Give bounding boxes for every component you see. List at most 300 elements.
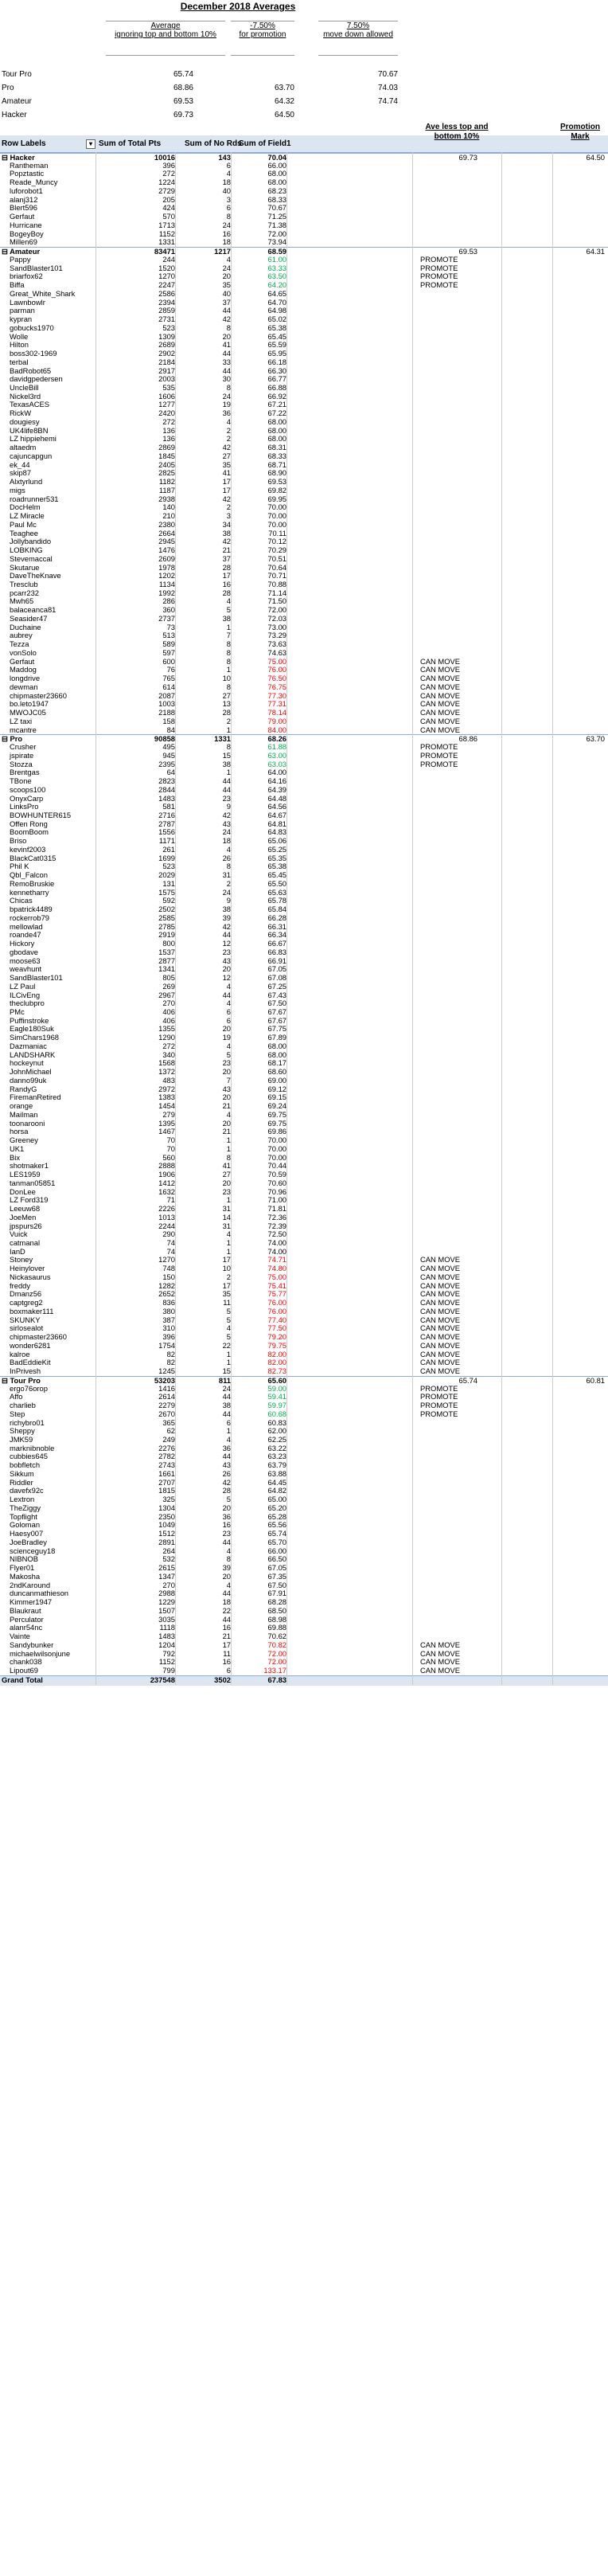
player-field1: 75.00 (267, 656, 286, 666)
player-no-rds: 1 (226, 1426, 231, 1436)
player-row (0, 572, 608, 580)
player-no-rds: 8 (226, 382, 231, 392)
player-field1: 79.00 (267, 716, 286, 725)
player-name: BogeyBoy (10, 229, 44, 238)
player-field1: 65.06 (267, 836, 286, 846)
player-no-rds: 5 (226, 1495, 231, 1504)
player-total-pts: 2988 (158, 1589, 175, 1598)
player-total-pts: 1992 (158, 588, 175, 597)
player-row (0, 606, 608, 615)
group-label: ⊟ Pro (2, 735, 23, 744)
player-no-rds: 38 (222, 613, 231, 623)
player-total-pts: 2586 (158, 288, 175, 298)
player-row (0, 358, 608, 367)
player-name: migs (10, 486, 25, 494)
player-total-pts: 1507 (158, 1605, 175, 1615)
player-status: CAN MOVE (420, 716, 461, 725)
player-total-pts: 1395 (158, 1118, 175, 1128)
player-name: horsa (10, 1128, 29, 1136)
player-name: LZ Miracle (10, 512, 45, 521)
player-field1: 59.41 (267, 1392, 286, 1401)
player-row (0, 940, 608, 948)
player-name: Gerfaut (10, 213, 35, 221)
player-no-rds: 26 (222, 1468, 231, 1478)
player-total-pts: 140 (162, 502, 175, 512)
player-field1: 67.35 (267, 1571, 286, 1581)
player-status: CAN MOVE (420, 1648, 461, 1658)
player-name: roande47 (10, 931, 41, 940)
player-name: chipmaster23660 (10, 1333, 67, 1342)
player-name: orange (10, 1102, 33, 1111)
player-field1: 68.00 (267, 416, 286, 426)
player-no-rds: 38 (222, 528, 231, 537)
player-total-pts: 286 (162, 596, 175, 606)
group-promotion-mark: 64.31 (586, 247, 605, 256)
group-no-rds: 1217 (214, 247, 231, 256)
player-total-pts: 1331 (158, 237, 175, 247)
player-field1: 73.00 (267, 622, 286, 631)
player-no-rds: 6 (226, 1007, 231, 1016)
player-row (0, 726, 608, 735)
player-total-pts: 2877 (158, 956, 175, 965)
player-name: UncleBill (10, 383, 39, 392)
player-status: CAN MOVE (420, 656, 461, 666)
player-name: InPrivesh (10, 1367, 41, 1376)
player-no-rds: 18 (222, 237, 231, 247)
player-row (0, 700, 608, 709)
player-field1: 67.22 (267, 408, 286, 418)
player-row (0, 1162, 608, 1171)
group-ave-less: 69.53 (458, 247, 477, 256)
player-row (0, 264, 608, 273)
player-row (0, 196, 608, 205)
player-row (0, 786, 608, 795)
player-no-rds: 37 (222, 297, 231, 307)
player-name: roadrunner531 (10, 494, 59, 503)
player-field1: 65.95 (267, 349, 286, 358)
player-total-pts: 2029 (158, 870, 175, 880)
player-field1: 72.39 (267, 1221, 286, 1230)
player-no-rds: 4 (226, 1435, 231, 1444)
player-no-rds: 36 (222, 1443, 231, 1452)
group-label: ⊟ Tour Pro (2, 1376, 41, 1385)
player-field1: 68.17 (267, 1058, 286, 1068)
player-no-rds: 23 (222, 947, 231, 956)
player-row (0, 1145, 608, 1154)
player-name: Vuick (10, 1230, 28, 1239)
player-no-rds: 12 (222, 939, 231, 948)
group-total-pts: 10016 (154, 153, 175, 162)
player-no-rds: 10 (222, 1264, 231, 1273)
player-field1: 63.00 (267, 750, 286, 760)
player-row (0, 487, 608, 495)
player-row (0, 1624, 608, 1632)
player-field1: 66.88 (267, 382, 286, 392)
summary-row (0, 68, 398, 81)
player-name: Riddler (10, 1478, 33, 1487)
player-name: BoomBoom (10, 828, 49, 837)
player-no-rds: 1 (226, 665, 231, 674)
player-field1: 65.45 (267, 870, 286, 880)
player-name: boss302-1969 (10, 350, 57, 358)
player-total-pts: 1152 (158, 1657, 175, 1667)
player-no-rds: 28 (222, 1486, 231, 1495)
group-no-rds: 143 (218, 153, 231, 162)
player-field1: 68.98 (267, 1614, 286, 1624)
player-row (0, 1342, 608, 1351)
player-total-pts: 279 (162, 1109, 175, 1119)
player-row (0, 1419, 608, 1428)
player-name: Great_White_Shark (10, 289, 76, 298)
player-name: NIBNOB (10, 1555, 38, 1564)
player-row (0, 1504, 608, 1513)
player-field1: 76.00 (267, 665, 286, 674)
player-row (0, 1667, 608, 1675)
player-no-rds: 1 (226, 1349, 231, 1358)
player-row (0, 1214, 608, 1222)
player-status: PROMOTE (420, 1392, 458, 1401)
player-status: CAN MOVE (420, 1340, 461, 1350)
player-field1: 66.92 (267, 391, 286, 401)
player-total-pts: 270 (162, 999, 175, 1008)
player-row (0, 1102, 608, 1111)
player-field1: 67.05 (267, 1563, 286, 1573)
player-name: cubbies645 (10, 1452, 48, 1461)
player-total-pts: 1556 (158, 827, 175, 837)
group-total-pts: 53203 (154, 1375, 175, 1385)
player-row (0, 1248, 608, 1257)
player-row (0, 564, 608, 573)
row-labels-header: Row Labels (2, 139, 46, 148)
field1-header: Sum of Field1 (239, 139, 291, 148)
group-row[interactable] (0, 1376, 608, 1385)
player-row (0, 1017, 608, 1026)
player-no-rds: 5 (226, 1306, 231, 1315)
player-no-rds: 42 (222, 443, 231, 452)
player-name: jspirate (10, 751, 34, 760)
player-total-pts: 1372 (158, 1067, 175, 1077)
player-field1: 68.00 (267, 425, 286, 435)
player-total-pts: 600 (162, 656, 175, 666)
player-field1: 68.28 (267, 1597, 286, 1607)
player-field1: 66.83 (267, 947, 286, 956)
player-name: freddy (10, 1281, 31, 1290)
player-field1: 63.79 (267, 1460, 286, 1470)
player-no-rds: 18 (222, 1597, 231, 1607)
player-name: Leeuw68 (10, 1205, 41, 1214)
summary-move: 74.74 (377, 97, 398, 106)
player-total-pts: 396 (162, 1332, 175, 1342)
player-name: Nickasaurus (10, 1272, 51, 1281)
player-no-rds: 4 (226, 1041, 231, 1050)
player-row (0, 204, 608, 213)
player-total-pts: 396 (162, 160, 175, 170)
player-row (0, 333, 608, 342)
player-total-pts: 2729 (158, 186, 175, 195)
player-total-pts: 560 (162, 1152, 175, 1162)
player-status: CAN MOVE (420, 1640, 461, 1649)
player-total-pts: 1661 (158, 1468, 175, 1478)
summary-label: Pro (2, 84, 14, 92)
player-field1: 65.59 (267, 340, 286, 350)
player-no-rds: 33 (222, 357, 231, 366)
player-name: Step (10, 1409, 25, 1418)
player-field1: 68.23 (267, 186, 286, 195)
player-field1: 68.00 (267, 434, 286, 444)
player-name: Mwh65 (10, 597, 34, 606)
player-row (0, 1085, 608, 1094)
player-row (0, 1538, 608, 1547)
player-row (0, 521, 608, 530)
player-field1: 69.75 (267, 1118, 286, 1128)
player-name: SimChars1968 (10, 1034, 60, 1042)
player-row (0, 461, 608, 470)
player-status: PROMOTE (420, 750, 458, 760)
player-row (0, 1367, 608, 1376)
player-field1: 62.25 (267, 1435, 286, 1444)
player-no-rds: 24 (222, 391, 231, 401)
player-field1: 68.50 (267, 1605, 286, 1615)
summary-average: 68.86 (173, 84, 193, 92)
player-total-pts: 1202 (158, 571, 175, 580)
player-total-pts: 1632 (158, 1186, 175, 1196)
player-field1: 70.11 (268, 528, 286, 537)
ave-less-header: Ave less top and bottom 10% (425, 123, 489, 141)
player-field1: 67.43 (267, 990, 286, 999)
player-status: CAN MOVE (420, 1255, 461, 1265)
player-field1: 65.74 (267, 1529, 286, 1538)
player-field1: 68.00 (267, 169, 286, 178)
player-field1: 70.88 (267, 580, 286, 588)
player-total-pts: 340 (162, 1050, 175, 1059)
player-total-pts: 1152 (158, 229, 175, 238)
player-name: Teaghee (10, 529, 38, 537)
player-name: LOBKING (10, 546, 43, 555)
player-row (0, 401, 608, 409)
player-field1: 77.30 (267, 690, 286, 700)
player-field1: 69.12 (267, 1084, 286, 1093)
summary-move: 74.03 (377, 84, 398, 92)
player-name: MWOJC05 (10, 709, 46, 717)
filter-dropdown-icon[interactable]: ▾ (86, 139, 95, 149)
player-row (0, 1530, 608, 1538)
player-name: davidgpedersen (10, 375, 63, 384)
player-total-pts: 1713 (158, 220, 175, 229)
group-row[interactable] (0, 734, 608, 743)
player-name: BadEddieKit (10, 1358, 51, 1367)
player-row (0, 777, 608, 786)
group-promotion-mark: 64.50 (586, 153, 605, 162)
player-name: Wolle (10, 332, 29, 341)
player-name: balaceanca81 (10, 606, 57, 615)
column-gridline (175, 152, 176, 1685)
player-no-rds: 20 (222, 1571, 231, 1581)
player-row (0, 1290, 608, 1299)
player-no-rds: 2 (226, 878, 231, 888)
player-name: Brentgas (10, 768, 40, 777)
player-no-rds: 23 (222, 1058, 231, 1068)
player-name: Bix (10, 1153, 21, 1162)
player-name: TBone (10, 777, 32, 786)
player-row (0, 503, 608, 512)
player-row (0, 555, 608, 564)
player-field1: 63.22 (267, 1443, 286, 1452)
player-no-rds: 24 (222, 263, 231, 272)
player-row (0, 1607, 608, 1616)
player-no-rds: 28 (222, 588, 231, 597)
player-no-rds: 43 (222, 956, 231, 965)
player-name: JoeBradley (10, 1538, 47, 1546)
player-total-pts: 2395 (158, 759, 175, 768)
column-gridline (95, 152, 96, 1685)
player-field1: 82.00 (267, 1358, 286, 1367)
player-row (0, 444, 608, 452)
player-field1: 65.02 (267, 315, 286, 324)
player-name: Lextron (10, 1495, 35, 1504)
player-no-rds: 14 (222, 1212, 231, 1222)
player-name: TheZiggy (10, 1503, 41, 1512)
player-row (0, 1008, 608, 1017)
player-name: Crusher (10, 743, 37, 752)
player-name: kevinf2003 (10, 845, 46, 854)
pivot-header-row (0, 135, 608, 153)
player-total-pts: 2888 (158, 1161, 175, 1171)
grand-total-field1: 67.83 (267, 1675, 286, 1684)
player-no-rds: 2 (226, 1272, 231, 1281)
player-row (0, 418, 608, 427)
player-field1: 76.00 (267, 1298, 286, 1308)
player-total-pts: 310 (162, 1323, 175, 1333)
player-total-pts: 1383 (158, 1093, 175, 1102)
player-field1: 70.44 (267, 1161, 286, 1171)
player-total-pts: 261 (162, 844, 175, 854)
player-field1: 70.51 (267, 553, 286, 563)
player-total-pts: 3035 (158, 1614, 175, 1624)
player-no-rds: 19 (222, 1033, 231, 1042)
player-no-rds: 8 (226, 862, 231, 871)
group-row[interactable] (0, 247, 608, 256)
player-no-rds: 1 (226, 1136, 231, 1145)
player-no-rds: 5 (226, 1050, 231, 1059)
player-field1: 67.50 (267, 999, 286, 1008)
player-name: UK1 (10, 1144, 25, 1153)
player-total-pts: 2184 (158, 357, 175, 366)
player-total-pts: 269 (162, 981, 175, 991)
player-no-rds: 44 (222, 1452, 231, 1461)
player-name: Millen69 (10, 238, 37, 247)
group-row[interactable] (0, 153, 608, 162)
player-no-rds: 37 (222, 553, 231, 563)
player-row (0, 683, 608, 692)
player-row (0, 1487, 608, 1495)
player-row (0, 631, 608, 640)
player-row (0, 1393, 608, 1401)
player-no-rds: 2 (226, 502, 231, 512)
player-total-pts: 2972 (158, 1084, 175, 1093)
summary-average: 69.73 (173, 111, 193, 119)
player-name: duncanmathieson (10, 1589, 69, 1598)
player-name: gbodave (10, 948, 38, 956)
player-total-pts: 82 (166, 1358, 175, 1367)
player-name: shotmaker1 (10, 1162, 49, 1171)
player-name: charlieb (10, 1401, 36, 1410)
player-no-rds: 8 (226, 1152, 231, 1162)
player-row (0, 367, 608, 376)
player-field1: 71.50 (267, 596, 286, 606)
player-field1: 63.33 (267, 263, 286, 272)
player-row (0, 931, 608, 940)
player-no-rds: 10 (222, 674, 231, 683)
player-no-rds: 24 (222, 220, 231, 229)
player-name: davefx92c (10, 1487, 44, 1495)
player-row (0, 846, 608, 854)
player-no-rds: 44 (222, 365, 231, 375)
player-total-pts: 1512 (158, 1529, 175, 1538)
player-field1: 78.14 (267, 708, 286, 717)
player-no-rds: 17 (222, 1640, 231, 1649)
player-total-pts: 2919 (158, 930, 175, 940)
player-name: Stozza (10, 760, 33, 768)
player-no-rds: 20 (222, 331, 231, 341)
player-field1: 65.25 (267, 844, 286, 854)
player-name: tanman05851 (10, 1179, 56, 1187)
player-row (0, 187, 608, 196)
player-field1: 64.70 (267, 297, 286, 307)
player-field1: 60.68 (267, 1409, 286, 1418)
player-field1: 68.00 (267, 178, 286, 187)
player-name: skip87 (10, 469, 32, 478)
player-total-pts: 1187 (158, 485, 175, 494)
column-gridline (501, 152, 502, 1685)
player-total-pts: 73 (166, 622, 175, 631)
player-total-pts: 387 (162, 1315, 175, 1324)
player-field1: 65.38 (267, 322, 286, 332)
player-field1: 67.25 (267, 981, 286, 991)
player-row (0, 1521, 608, 1530)
player-name: toonarooni (10, 1119, 45, 1128)
player-field1: 67.91 (267, 1589, 286, 1598)
player-name: Phil K (10, 862, 29, 871)
player-field1: 70.00 (267, 1143, 286, 1153)
player-field1: 65.63 (267, 887, 286, 897)
player-total-pts: 2891 (158, 1537, 175, 1546)
player-no-rds: 44 (222, 776, 231, 786)
player-field1: 61.88 (267, 742, 286, 752)
player-total-pts: 1520 (158, 263, 175, 272)
player-no-rds: 27 (222, 1170, 231, 1179)
summary-label: Amateur (2, 97, 32, 106)
player-field1: 65.50 (267, 878, 286, 888)
player-no-rds: 31 (222, 870, 231, 880)
player-name: Tezza (10, 640, 29, 649)
player-row (0, 1479, 608, 1487)
player-field1: 66.00 (267, 1546, 286, 1555)
player-name: SandBlaster101 (10, 264, 63, 272)
player-total-pts: 581 (162, 802, 175, 811)
player-total-pts: 244 (162, 254, 175, 264)
player-name: rockerrob79 (10, 913, 50, 922)
player-no-rds: 20 (222, 272, 231, 281)
player-status: CAN MOVE (420, 1298, 461, 1308)
player-total-pts: 792 (162, 1648, 175, 1658)
player-name: RickW (10, 409, 32, 418)
player-total-pts: 597 (162, 647, 175, 657)
player-row (0, 1025, 608, 1034)
player-name: Rantheman (10, 161, 49, 170)
player-row (0, 1068, 608, 1077)
player-row (0, 743, 608, 752)
player-total-pts: 2785 (158, 921, 175, 931)
